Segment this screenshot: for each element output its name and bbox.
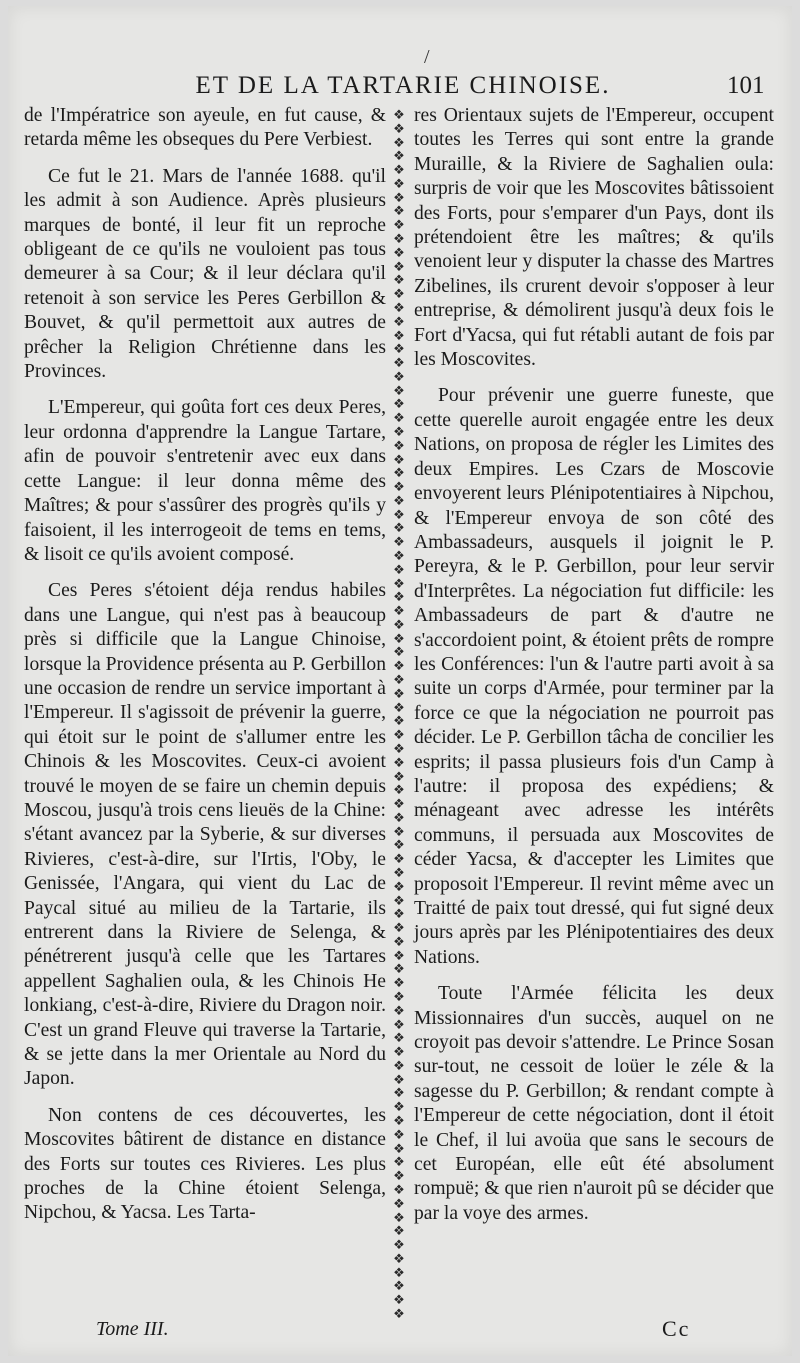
ornament-glyph: ❖ (393, 1002, 405, 1018)
ornament-glyph: ❖ (393, 589, 405, 605)
ornament-glyph: ❖ (393, 989, 405, 1004)
ornament-glyph: ❖ (393, 892, 405, 908)
ornament-glyph: ❖ (393, 1292, 405, 1308)
ornament-glyph: ❖ (393, 1181, 405, 1197)
ornament-glyph: ❖ (393, 616, 405, 632)
signature-mark: Cc (662, 1316, 691, 1341)
ornament-glyph: ❖ (393, 175, 405, 191)
ornament-glyph: ❖ (393, 975, 405, 991)
ornament-glyph: ❖ (393, 108, 405, 122)
ornament-glyph: ❖ (393, 575, 405, 591)
ornament-glyph: ❖ (393, 1278, 405, 1294)
ornament-glyph: ❖ (393, 382, 405, 398)
paragraph: Ce fut le 21. Mars de l'année 1688. qu'il les admit à son Audience. Après plusieurs marques de bonté, il leur fit un reproche obligeant de ce qu'ils ne vouloient pas tous demeurer à sa Cour; & il leur déclara qu'il retenoit à son service les Peres Gerbillon & Bouvet, & qu'il permettoit aux autres de prêcher la Religion Chrétienne dans les Provinces. (24, 165, 386, 383)
ornament-glyph: ❖ (393, 1223, 405, 1239)
ornament-glyph: ❖ (393, 203, 405, 219)
paragraph: Ces Peres s'étoient déja rendus habiles dans une Langue, qui n'est pas à beaucoup près si difficile que la Langue Chinoise, lorsque la Providence présenta au P. Gerbillon une occasion de rendre un service important à l'Empereur. Il s'agissoit de prévenir la guerre, qui étoit sur le point de s'allumer entre les Chinois & les Moscovites. Ceux-ci avoient trouvé le moyen de se faire un chemin depuis Moscou, jusqu'à trois cens lieuës de la Chine: s'étant avancez par la Syberie, & sur diverses Rivieres, c'est-à-dire, sur l'Irtis, l'Oby, le Genissée, l'Angara, qui vient du Lac de Paycal situé au milieu de la Tartarie, ils entrerent dans la Riviere de Selenga, & pénétrerent jusqu'à celle que les Tartares appellent Saghalien oula, & les Chinois He lonkiang, c'est-à-dire, Riviere du Dragon noir. C'est un grand Fleuve qui traverse la Tartarie, & se jette dans la mer Orientale au Nord du Japon. (24, 580, 386, 1090)
ornament-glyph: ❖ (393, 162, 405, 178)
ornament-glyph: ❖ (393, 1099, 405, 1115)
volume-label: Tome III. (96, 1318, 169, 1340)
paragraph: de l'Impératrice son ayeule, en fut cause, & retarda même les obseques du Pere Verbiest. (24, 105, 386, 151)
ornament-glyph: ❖ (393, 630, 405, 646)
ornament-glyph: ❖ (393, 685, 405, 701)
ornament-glyph: ❖ (393, 548, 405, 563)
ornament-glyph: ❖ (393, 947, 405, 963)
ornament-glyph: ❖ (393, 644, 405, 660)
ornament-glyph: ❖ (393, 754, 405, 770)
page-header (0, 72, 800, 106)
ornament-glyph: ❖ (393, 561, 405, 577)
ornament-glyph: ❖ (393, 878, 405, 894)
ornament-glyph: ❖ (393, 258, 405, 274)
ornament-glyph: ❖ (393, 520, 405, 536)
ornament-glyph: ❖ (393, 713, 405, 729)
ornament-glyph: ❖ (393, 1209, 405, 1225)
ornament-glyph: ❖ (393, 1195, 405, 1211)
ornament-glyph: ❖ (393, 134, 405, 150)
running-title: ET DE LA TARTARIE CHINOISE. (195, 72, 611, 99)
ornamental-column-divider (392, 108, 406, 1320)
ornament-glyph: ❖ (393, 410, 405, 426)
ornament-glyph: ❖ (393, 286, 405, 302)
right-column (414, 104, 774, 1238)
ornament-glyph: ❖ (393, 1016, 405, 1032)
ornament-glyph: ❖ (393, 603, 405, 619)
ornament-glyph: ❖ (393, 313, 405, 329)
ornament-glyph: ❖ (393, 396, 405, 412)
ornament-glyph: ❖ (393, 823, 405, 839)
ornament-glyph: ❖ (393, 1113, 405, 1129)
ornament-glyph: ❖ (393, 355, 405, 371)
ornament-glyph: ❖ (393, 851, 405, 867)
ornament-glyph: ❖ (393, 423, 405, 439)
ornament-glyph: ❖ (393, 231, 405, 247)
ornament-glyph: ❖ (393, 120, 405, 136)
ornament-glyph: ❖ (393, 1168, 405, 1184)
ornament-glyph: ❖ (393, 1140, 405, 1156)
ornament-glyph: ❖ (393, 1044, 405, 1060)
ornament-glyph: ❖ (393, 148, 405, 164)
ornament-glyph: ❖ (393, 1085, 405, 1101)
page-number: 101 (727, 72, 765, 99)
ornament-glyph: ❖ (393, 189, 405, 205)
ornament-glyph: ❖ (393, 1126, 405, 1142)
paragraph: res Orientaux sujets de l'Empereur, occupent toutes les Terres qui sont entre la grande Muraille, & la Riviere de Saghalien oula: surpris de voir que les Moscovites bâtissoient des Forts, pour s'emparer d'un Pays, dont ils prétendoient être les maîtres; & qu'ils venoient leur y disputer la chasse des Martres Zibelines, ils crurent devoir s'opposer à leur entreprise, & démolirent jusqu'à deux fois le Fort d'Yacsa, qui fut rétabli autant de fois par les Moscovites. (414, 105, 774, 371)
ornament-glyph: ❖ (393, 740, 405, 756)
ornament-glyph: ❖ (393, 465, 405, 481)
paragraph: Non contens de ces découvertes, les Moscovites bâtirent de distance en distance des Forts sur toutes ces Rivieres. Les plus proches de la Chine étoient Selenga, Nipchou, & Yacsa. Les Tarta- (24, 1104, 386, 1224)
ornament-glyph: ❖ (393, 217, 405, 233)
paragraph: L'Empereur, qui goûta fort ces deux Peres, leur ordonna d'apprendre la Langue Tartare, afin de pouvoir s'entretenir avec eux dans cette Langue: il leur donna même des Maîtres; & pour s'assûrer des progrès qu'ils y faisoient, il les interrogeoit de tems en tems, & lisoit ce qu'ils avoient composé. (24, 397, 386, 565)
ornament-glyph: ❖ (393, 451, 405, 467)
ornament-glyph: ❖ (393, 1250, 405, 1266)
paragraph: Toute l'Armée félicita les deux Missionnaires d'un succès, auquel on ne croyoit pas devoir s'attendre. Le Prince Sosan sur-tout, ne cessoit de loüer le zéle & la sagesse du P. Gerbillon; & rendant compte à l'Empereur de cette négociation, dont il étoit le Chef, il lui avoüa que sans le secours de cet Européan, elle eût été absolument rompuë; & que rien n'auroit pû se décider que par la voye des armes. (414, 983, 774, 1224)
ornament-glyph: ❖ (393, 768, 405, 784)
ornament-glyph: ❖ (393, 1057, 405, 1073)
ornament-glyph: ❖ (393, 437, 405, 453)
paragraph: Pour prévenir une guerre funeste, que cette querelle auroit engagée entre les deux Nations, on proposa de régler les Limites des deux Empires. Les Czars de Moscovie envoyerent leurs Plénipotentiaires à Nipchou, & l'Empereur envoya de son côté des Ambassadeurs, ausquels il joignit le P. Pereyra, & le P. Gerbillon, pour leur servir d'Interprêtes. La négociation fut difficile: les Ambassadeurs de part & d'autre ne s'accordoient point, & étoient prêts de rompre les Conférences: l'un & l'autre parti avoit à sa suite un corps d'Armée, pour terminer par la force ce que la négociation ne pourroit pas décider. Le P. Gerbillon tâcha de concilier les esprits; il passa plusieurs fois d'un Camp à l'autre: il proposa des expédiens; & ménageant avec adresse les intérêts communs, il persuada aux Moscovites de céder Yacsa, & d'accepter les Limites que proposoit l'Empereur. Il revint même avec un Traitté de paix tout dressé, qui fut signé deux jours après par les Plénipotentiaires des deux Nations. (414, 385, 774, 968)
ornament-glyph: ❖ (393, 699, 405, 715)
ornament-glyph: ❖ (393, 672, 405, 688)
ornament-glyph: ❖ (393, 1264, 405, 1280)
ornament-glyph: ❖ (393, 837, 405, 853)
ornament-glyph: ❖ (393, 244, 405, 260)
ornament-glyph: ❖ (393, 864, 405, 880)
ornament-glyph: ❖ (393, 796, 405, 812)
ornament-glyph: ❖ (393, 906, 405, 922)
ornament-glyph: ❖ (393, 1305, 405, 1320)
left-column (24, 104, 386, 1238)
ornament-glyph: ❖ (393, 492, 405, 508)
ornament-glyph: ❖ (393, 658, 405, 674)
ornament-glyph: ❖ (393, 299, 405, 315)
ornament-glyph: ❖ (393, 368, 405, 384)
ornament-glyph: ❖ (393, 1071, 405, 1087)
ornament-glyph: ❖ (393, 534, 405, 550)
ornament-glyph: ❖ (393, 727, 405, 743)
ornament-glyph: ❖ (393, 1154, 405, 1170)
ornament-glyph: ❖ (393, 809, 405, 825)
ornament-glyph: ❖ (393, 341, 405, 357)
ornament-glyph: ❖ (393, 479, 405, 495)
ornament-glyph: ❖ (393, 1237, 405, 1253)
ornament-glyph: ❖ (393, 920, 405, 936)
ornament-glyph: ❖ (393, 961, 405, 977)
ornament-glyph: ❖ (393, 327, 405, 343)
ornament-glyph: ❖ (393, 1030, 405, 1046)
ornament-glyph: ❖ (393, 933, 405, 949)
stray-ink-mark: / (424, 46, 430, 68)
ornament-glyph: ❖ (393, 272, 405, 288)
ornament-glyph: ❖ (393, 782, 405, 798)
ornament-glyph: ❖ (393, 506, 405, 522)
